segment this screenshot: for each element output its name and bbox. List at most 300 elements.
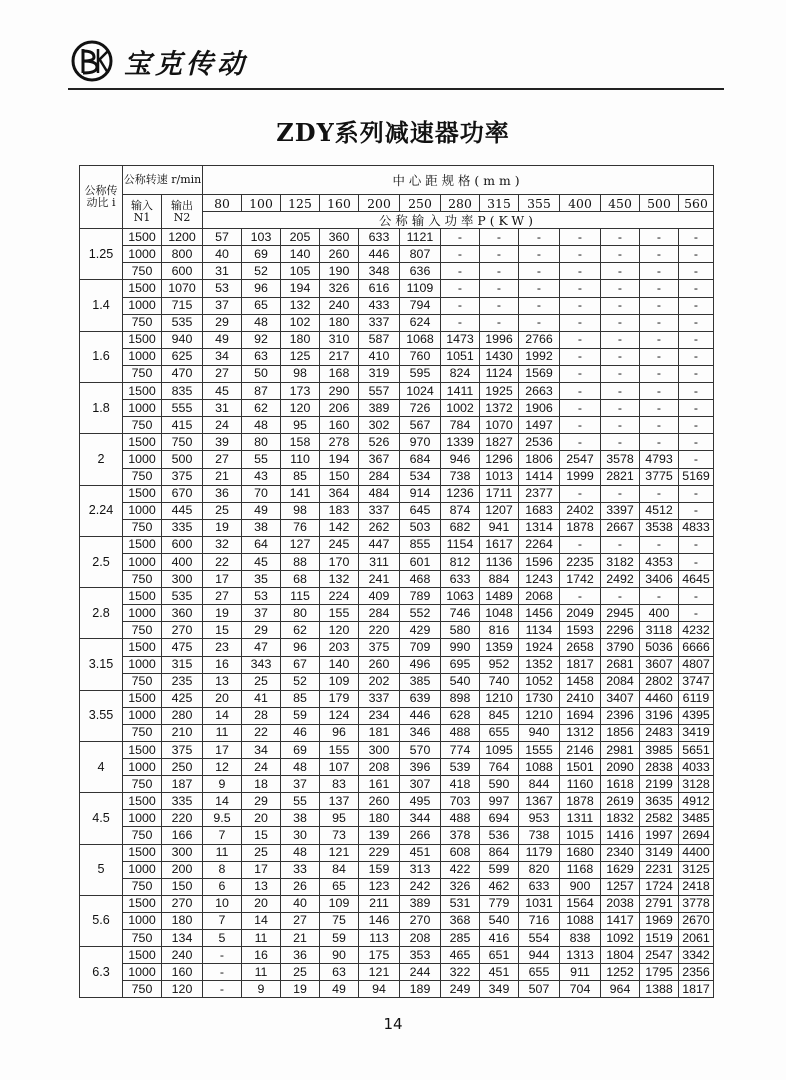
power-cell: 1121 [400, 229, 441, 246]
power-cell: 633 [359, 229, 400, 246]
power-cell: - [679, 314, 714, 331]
power-cell: 1969 [640, 912, 679, 929]
power-cell: 1618 [601, 776, 640, 793]
power-cell: 343 [242, 656, 281, 673]
power-cell: 1339 [441, 434, 480, 451]
table-row [80, 434, 714, 451]
power-cell: 132 [281, 297, 320, 314]
power-cell: 1473 [441, 331, 480, 348]
power-cell: 416 [480, 930, 519, 947]
power-cell: - [441, 229, 480, 246]
power-cell: 484 [359, 485, 400, 502]
power-cell: 245 [320, 536, 359, 553]
ratio-cell: 1.25 [80, 229, 123, 280]
power-cell: 624 [400, 314, 441, 331]
power-cell: - [679, 263, 714, 280]
output-speed-cell: 415 [162, 417, 203, 434]
power-cell: 11 [203, 724, 242, 741]
output-speed-cell: 270 [162, 895, 203, 912]
power-cell: 36 [203, 485, 242, 502]
power-cell: 1817 [560, 656, 601, 673]
power-cell: - [679, 536, 714, 553]
power-cell: 179 [320, 690, 359, 707]
input-speed-cell: 1500 [123, 947, 162, 964]
power-cell: 20 [203, 690, 242, 707]
power-cell: 694 [480, 810, 519, 827]
power-cell: 779 [480, 895, 519, 912]
power-cell: 3790 [601, 639, 640, 656]
power-cell: - [640, 365, 679, 382]
power-cell: - [480, 246, 519, 263]
input-speed-cell: 1500 [123, 331, 162, 348]
input-speed-cell: 750 [123, 468, 162, 485]
power-cell: - [640, 485, 679, 502]
power-cell: 15 [242, 827, 281, 844]
power-cell: 206 [320, 400, 359, 417]
power-cell: - [560, 331, 601, 348]
power-cell: 633 [519, 878, 560, 895]
power-cell: 1063 [441, 588, 480, 605]
power-cell: - [640, 417, 679, 434]
table-row [80, 263, 714, 280]
power-cell: 590 [480, 776, 519, 793]
output-speed-cell: 180 [162, 912, 203, 929]
power-cell: 260 [359, 656, 400, 673]
power-cell: 682 [441, 519, 480, 536]
power-cell: 2582 [640, 810, 679, 827]
power-cell: 125 [281, 348, 320, 365]
power-cell: 9 [203, 776, 242, 793]
power-cell: 1313 [560, 947, 601, 964]
power-cell: 19 [203, 519, 242, 536]
power-cell: 3607 [640, 656, 679, 673]
power-cell: 1569 [519, 365, 560, 382]
power-cell: 418 [441, 776, 480, 793]
power-cell: - [679, 348, 714, 365]
power-cell: 29 [242, 793, 281, 810]
power-cell: 1924 [519, 639, 560, 656]
power-cell: 2694 [679, 827, 714, 844]
table-row [80, 724, 714, 741]
power-cell: 1730 [519, 690, 560, 707]
power-cell: - [441, 263, 480, 280]
power-cell: - [601, 536, 640, 553]
power-cell: 3118 [640, 622, 679, 639]
power-cell: 1051 [441, 348, 480, 365]
power-cell: 953 [519, 810, 560, 827]
power-cell: 2766 [519, 331, 560, 348]
power-cell: 1555 [519, 742, 560, 759]
power-cell: 1416 [601, 827, 640, 844]
power-cell: 300 [359, 742, 400, 759]
power-cell: 11 [242, 930, 281, 947]
power-cell: - [640, 280, 679, 297]
table-row [80, 964, 714, 981]
output-speed-cell: 187 [162, 776, 203, 793]
power-cell: 997 [480, 793, 519, 810]
power-cell: 175 [359, 947, 400, 964]
power-cell: 55 [281, 793, 320, 810]
output-speed-cell: 750 [162, 434, 203, 451]
power-cell: 159 [359, 861, 400, 878]
power-cell: 360 [320, 229, 359, 246]
power-cell: 22 [242, 724, 281, 741]
power-cell: 3578 [601, 451, 640, 468]
power-cell: 462 [480, 878, 519, 895]
power-cell: 4833 [679, 519, 714, 536]
power-cell: 433 [359, 297, 400, 314]
power-cell: 21 [281, 930, 320, 947]
center-distance-315: 315 [480, 195, 519, 212]
input-speed-cell: 1000 [123, 759, 162, 776]
power-cell: 645 [400, 502, 441, 519]
power-cell: 1497 [519, 417, 560, 434]
power-cell: 25 [281, 964, 320, 981]
power-cell: 4807 [679, 656, 714, 673]
input-speed-cell: 750 [123, 365, 162, 382]
power-cell: 1134 [519, 622, 560, 639]
center-distance-355: 355 [519, 195, 560, 212]
table-row [80, 417, 714, 434]
power-cell: - [560, 536, 601, 553]
power-cell: 601 [400, 553, 441, 570]
table-row [80, 776, 714, 793]
power-cell: 38 [242, 519, 281, 536]
input-speed-cell: 750 [123, 981, 162, 998]
power-cell: 92 [242, 331, 281, 348]
power-cell: 740 [480, 673, 519, 690]
power-cell: - [679, 451, 714, 468]
power-cell: - [519, 229, 560, 246]
power-cell: 183 [320, 502, 359, 519]
power-cell: 160 [320, 417, 359, 434]
power-cell: - [601, 383, 640, 400]
power-cell: 40 [281, 895, 320, 912]
power-cell: - [203, 947, 242, 964]
power-cell: 19 [203, 605, 242, 622]
power-cell: 628 [441, 707, 480, 724]
power-cell: 1236 [441, 485, 480, 502]
power-cell: 964 [601, 981, 640, 998]
power-cell: 211 [359, 895, 400, 912]
power-cell: 2068 [519, 588, 560, 605]
input-speed-header: 输入 N1 [123, 195, 162, 229]
power-cell: 2038 [601, 895, 640, 912]
input-speed-cell: 1000 [123, 964, 162, 981]
power-cell: 1411 [441, 383, 480, 400]
power-cell: 67 [281, 656, 320, 673]
table-row [80, 861, 714, 878]
power-cell: 2356 [679, 964, 714, 981]
power-cell: 1092 [601, 930, 640, 947]
ratio-cell: 5 [80, 844, 123, 895]
power-cell: 140 [281, 246, 320, 263]
power-cell: 208 [400, 930, 441, 947]
power-cell: 970 [400, 434, 441, 451]
power-cell: 2492 [601, 571, 640, 588]
ratio-cell: 2 [80, 434, 123, 485]
power-cell: 50 [242, 365, 281, 382]
power-cell: 73 [320, 827, 359, 844]
power-cell: 2945 [601, 605, 640, 622]
power-cell: - [480, 314, 519, 331]
ratio-cell: 2.8 [80, 588, 123, 639]
power-cell: 3419 [679, 724, 714, 741]
power-cell: - [679, 365, 714, 382]
power-cell: 2483 [640, 724, 679, 741]
power-cell: 65 [320, 878, 359, 895]
input-speed-cell: 750 [123, 724, 162, 741]
power-cell: 31 [203, 263, 242, 280]
power-cell: 181 [359, 724, 400, 741]
power-cell: 5 [203, 930, 242, 947]
power-cell: 180 [281, 331, 320, 348]
power-cell: 1088 [519, 759, 560, 776]
power-cell: - [640, 588, 679, 605]
input-speed-cell: 1500 [123, 434, 162, 451]
table-row [80, 895, 714, 912]
power-cell: 1804 [601, 947, 640, 964]
power-cell: 1352 [519, 656, 560, 673]
power-cell: - [640, 383, 679, 400]
power-cell: 313 [400, 861, 441, 878]
power-cell: 262 [359, 519, 400, 536]
power-cell: 595 [400, 365, 441, 382]
power-cell: 346 [400, 724, 441, 741]
input-speed-cell: 750 [123, 622, 162, 639]
power-cell: - [679, 331, 714, 348]
power-cell: 37 [242, 605, 281, 622]
power-cell: - [560, 485, 601, 502]
input-speed-cell: 1000 [123, 810, 162, 827]
power-cell: 53 [242, 588, 281, 605]
power-cell: 812 [441, 553, 480, 570]
power-cell: 52 [281, 673, 320, 690]
power-cell: - [560, 434, 601, 451]
power-cell: 337 [359, 314, 400, 331]
input-speed-cell: 1000 [123, 861, 162, 878]
power-cell: - [480, 297, 519, 314]
table-row [80, 246, 714, 263]
input-speed-cell: 1000 [123, 297, 162, 314]
power-cell: 746 [441, 605, 480, 622]
power-cell: 3128 [679, 776, 714, 793]
power-cell: 5036 [640, 639, 679, 656]
output-speed-cell: 120 [162, 981, 203, 998]
output-speed-cell: 835 [162, 383, 203, 400]
power-cell: - [480, 280, 519, 297]
power-cell: 1052 [519, 673, 560, 690]
power-cell: 911 [560, 964, 601, 981]
power-cell: - [640, 246, 679, 263]
power-cell: 557 [359, 383, 400, 400]
power-cell: 1878 [560, 519, 601, 536]
power-cell: 1999 [560, 468, 601, 485]
power-cell: 10 [203, 895, 242, 912]
power-cell: - [519, 297, 560, 314]
power-cell: 368 [441, 912, 480, 929]
power-cell: - [560, 588, 601, 605]
power-cell: 410 [359, 348, 400, 365]
power-cell: 1997 [640, 827, 679, 844]
page-header [70, 36, 248, 86]
power-cell: 47 [242, 639, 281, 656]
power-cell: 1856 [601, 724, 640, 741]
power-cell: 170 [320, 553, 359, 570]
power-cell: 2231 [640, 861, 679, 878]
table-row [80, 571, 714, 588]
input-speed-cell: 750 [123, 417, 162, 434]
power-cell: - [601, 246, 640, 263]
power-cell: - [640, 297, 679, 314]
ratio-header: 公称传动比 i [80, 166, 123, 229]
power-cell: 155 [320, 742, 359, 759]
power-cell: 194 [320, 451, 359, 468]
power-cell: 31 [203, 400, 242, 417]
power-cell: 121 [320, 844, 359, 861]
power-cell: 326 [441, 878, 480, 895]
power-cell: - [560, 229, 601, 246]
power-cell: - [441, 297, 480, 314]
power-cell: 20 [242, 810, 281, 827]
power-cell: 6 [203, 878, 242, 895]
power-cell: 536 [480, 827, 519, 844]
power-cell: 155 [320, 605, 359, 622]
input-speed-cell: 1500 [123, 742, 162, 759]
power-cell: 337 [359, 502, 400, 519]
power-cell: 3538 [640, 519, 679, 536]
power-cell: 385 [400, 673, 441, 690]
power-cell: 307 [400, 776, 441, 793]
input-speed-cell: 1000 [123, 605, 162, 622]
power-cell: 322 [441, 964, 480, 981]
power-cell: 5651 [679, 742, 714, 759]
power-cell: 2418 [679, 878, 714, 895]
power-cell: 244 [400, 964, 441, 981]
power-cell: 1458 [560, 673, 601, 690]
power-cell: 580 [441, 622, 480, 639]
power-cell: 389 [400, 895, 441, 912]
output-speed-cell: 535 [162, 588, 203, 605]
power-cell: 884 [480, 571, 519, 588]
output-speed-cell: 400 [162, 553, 203, 570]
power-cell: 940 [519, 724, 560, 741]
power-cell: 1906 [519, 400, 560, 417]
input-speed-cell: 1000 [123, 400, 162, 417]
power-cell: 695 [441, 656, 480, 673]
output-speed-cell: 670 [162, 485, 203, 502]
power-cell: 180 [359, 810, 400, 827]
input-speed-cell: 1500 [123, 536, 162, 553]
power-cell: 302 [359, 417, 400, 434]
output-speed-cell: 210 [162, 724, 203, 741]
output-speed-cell: 335 [162, 519, 203, 536]
table-row [80, 365, 714, 382]
power-cell: 29 [242, 622, 281, 639]
power-cell: 121 [359, 964, 400, 981]
power-cell: 43 [242, 468, 281, 485]
power-cell: - [441, 314, 480, 331]
power-cell: 784 [441, 417, 480, 434]
power-cell: 34 [242, 742, 281, 759]
power-cell: 3635 [640, 793, 679, 810]
power-cell: 2536 [519, 434, 560, 451]
power-cell: 1088 [560, 912, 601, 929]
table-row [80, 451, 714, 468]
power-cell: - [679, 502, 714, 519]
power-cell: - [441, 280, 480, 297]
power-cell: - [519, 263, 560, 280]
power-cell: 40 [203, 246, 242, 263]
power-cell: 496 [400, 656, 441, 673]
power-cell: 349 [480, 981, 519, 998]
power-cell: 208 [359, 759, 400, 776]
ratio-cell: 3.55 [80, 690, 123, 741]
power-cell: 189 [400, 981, 441, 998]
power-cell: 205 [281, 229, 320, 246]
power-cell: 2090 [601, 759, 640, 776]
power-cell: 16 [242, 947, 281, 964]
ratio-cell: 1.6 [80, 331, 123, 382]
ratio-cell: 2.5 [80, 536, 123, 587]
power-cell: 310 [320, 331, 359, 348]
power-cell: 3747 [679, 673, 714, 690]
power-cell: 2981 [601, 742, 640, 759]
input-speed-cell: 1500 [123, 280, 162, 297]
power-cell: 4033 [679, 759, 714, 776]
power-cell: 53 [203, 280, 242, 297]
power-cell: 400 [640, 605, 679, 622]
input-speed-cell: 750 [123, 827, 162, 844]
power-cell: 113 [359, 930, 400, 947]
power-cell: 1068 [400, 331, 441, 348]
center-distance-160: 160 [320, 195, 359, 212]
power-cell: 115 [281, 588, 320, 605]
table-row [80, 229, 714, 246]
power-cell: 567 [400, 417, 441, 434]
power-cell: 124 [320, 707, 359, 724]
power-cell: 83 [320, 776, 359, 793]
power-cell: 1002 [441, 400, 480, 417]
output-speed-cell: 160 [162, 964, 203, 981]
output-speed-cell: 220 [162, 810, 203, 827]
output-speed-cell: 166 [162, 827, 203, 844]
power-cell: 32 [203, 536, 242, 553]
power-cell: 4400 [679, 844, 714, 861]
power-cell: 1806 [519, 451, 560, 468]
ratio-cell: 2.24 [80, 485, 123, 536]
power-cell: - [519, 314, 560, 331]
power-cell: 80 [281, 605, 320, 622]
power-cell: 1694 [560, 707, 601, 724]
output-speed-cell: 235 [162, 673, 203, 690]
power-cell: - [560, 280, 601, 297]
output-speed-cell: 280 [162, 707, 203, 724]
center-distance-200: 200 [359, 195, 400, 212]
power-cell: 855 [400, 536, 441, 553]
table-row [80, 297, 714, 314]
power-cell: 249 [441, 981, 480, 998]
company-logo-icon [70, 39, 114, 83]
power-cell: 2681 [601, 656, 640, 673]
input-speed-cell: 1000 [123, 707, 162, 724]
power-cell: 8 [203, 861, 242, 878]
power-cell: 52 [242, 263, 281, 280]
input-speed-cell: 1000 [123, 656, 162, 673]
table-row [80, 707, 714, 724]
power-cell: 80 [242, 434, 281, 451]
power-cell: 69 [242, 246, 281, 263]
